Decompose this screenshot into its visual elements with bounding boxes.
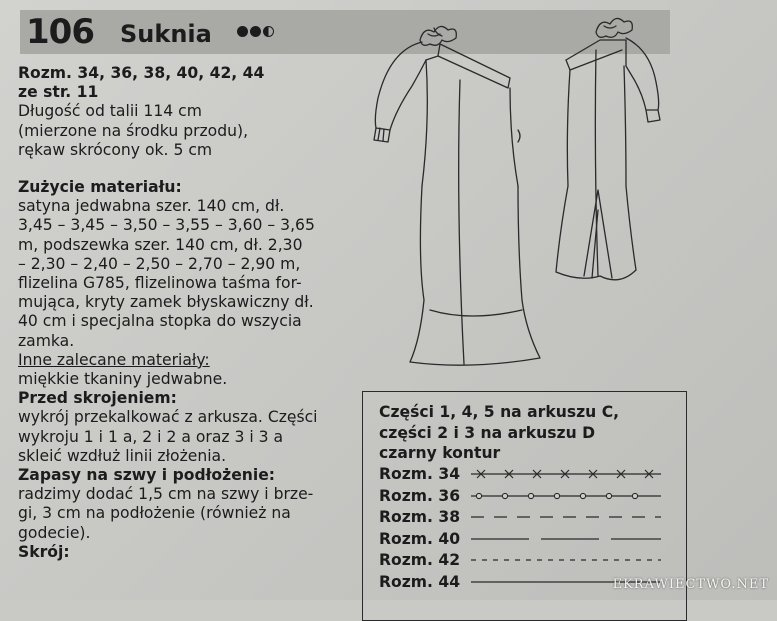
- site-watermark: EKRAWIECTWO.NET: [612, 577, 769, 592]
- other-materials-heading: Inne zalecane materiały:: [18, 350, 210, 369]
- size-legend-row: [379, 507, 686, 529]
- seam-allowances-line: radzimy dodać 1,5 cm na szwy i brze-: [18, 485, 314, 504]
- next-heading: Skrój:: [18, 542, 70, 561]
- difficulty-dot-icon: [250, 26, 261, 37]
- materials-heading: Zużycie materiału:: [18, 178, 182, 197]
- dress-back-view: [556, 18, 660, 279]
- page-reference: ze str. 11: [18, 83, 99, 102]
- materials-line: m, podszewka szer. 140 cm, dł. 2,30: [18, 235, 303, 254]
- size-legend-row: [379, 550, 686, 572]
- size-label: Rozm. 34: [379, 465, 461, 483]
- contour-info: czarny kontur: [379, 444, 501, 462]
- dot-dash-line-icon: [471, 490, 661, 502]
- dress-front-view: [374, 26, 540, 365]
- difficulty-dot-icon: [237, 26, 248, 37]
- sheet-info-line: Części 1, 4, 5 na arkuszu C,: [379, 403, 620, 421]
- materials-line: flizelina G785, flizelinowa taśma for-: [18, 274, 302, 293]
- other-materials-text: miękkie tkaniny jedwabne.: [18, 370, 228, 389]
- long-dash-line-icon: [471, 511, 661, 523]
- size-legend-row: [379, 485, 686, 507]
- size-label: Rozm. 36: [379, 486, 461, 505]
- sheet-info-line: części 2 i 3 na arkuszu D: [379, 423, 596, 442]
- pattern-name: Suknia: [120, 20, 212, 48]
- size-label: Rozm. 42: [379, 551, 461, 569]
- difficulty-half-dot-icon: [263, 26, 274, 37]
- size-label: Rozm. 38: [379, 508, 461, 526]
- materials-line: mująca, kryty zamek błyskawiczny dł.: [18, 293, 314, 312]
- materials-line: 3,45 – 3,45 – 3,50 – 3,55 – 3,60 – 3,65: [18, 216, 315, 235]
- size-label: Rozm. 44: [379, 572, 461, 591]
- before-cutting-line: wykroju 1 i 1 a, 2 i 2 a oraz 3 i 3 a: [18, 427, 284, 446]
- seam-allowances-heading: Zapasy na szwy i podłożenie:: [18, 466, 276, 485]
- sleeve-line: rękaw skrócony ok. 5 cm: [18, 140, 213, 159]
- pattern-number: 106: [26, 12, 94, 52]
- cross-dash-line-icon: [471, 468, 661, 480]
- difficulty-rating: [237, 26, 274, 37]
- materials-line: zamka.: [18, 331, 75, 350]
- length-line-2: (mierzone na środku przodu),: [18, 121, 249, 140]
- seam-allowances-line: gi, 3 cm na podłożenie (również na: [18, 504, 291, 523]
- length-line-1: Długość od talii 114 cm: [18, 102, 202, 121]
- size-legend-row: [379, 528, 686, 550]
- materials-line: 40 cm i specjalna stopka do wszycia: [18, 312, 302, 331]
- short-dash-line-icon: [471, 554, 661, 566]
- materials-line: – 2,30 – 2,40 – 2,50 – 2,70 – 2,90 m,: [18, 254, 301, 273]
- extra-long-dash-line-icon: [471, 533, 661, 545]
- size-label: Rozm. 40: [379, 529, 461, 548]
- seam-allowances-line: godecie).: [18, 523, 91, 542]
- before-cutting-line: skleić wzdłuż linii złożenia.: [18, 446, 227, 465]
- sizes-line: Rozm. 34, 36, 38, 40, 42, 44: [18, 64, 265, 82]
- materials-line: satyna jedwabna szer. 140 cm, dł.: [18, 197, 285, 216]
- dress-illustration: [360, 10, 690, 370]
- before-cutting-line: wykrój przekalkować z arkusza. Części: [18, 408, 318, 427]
- instructions-column: [18, 64, 358, 562]
- before-cutting-heading: Przed skrojeniem:: [18, 389, 177, 408]
- size-legend-row: [379, 464, 686, 486]
